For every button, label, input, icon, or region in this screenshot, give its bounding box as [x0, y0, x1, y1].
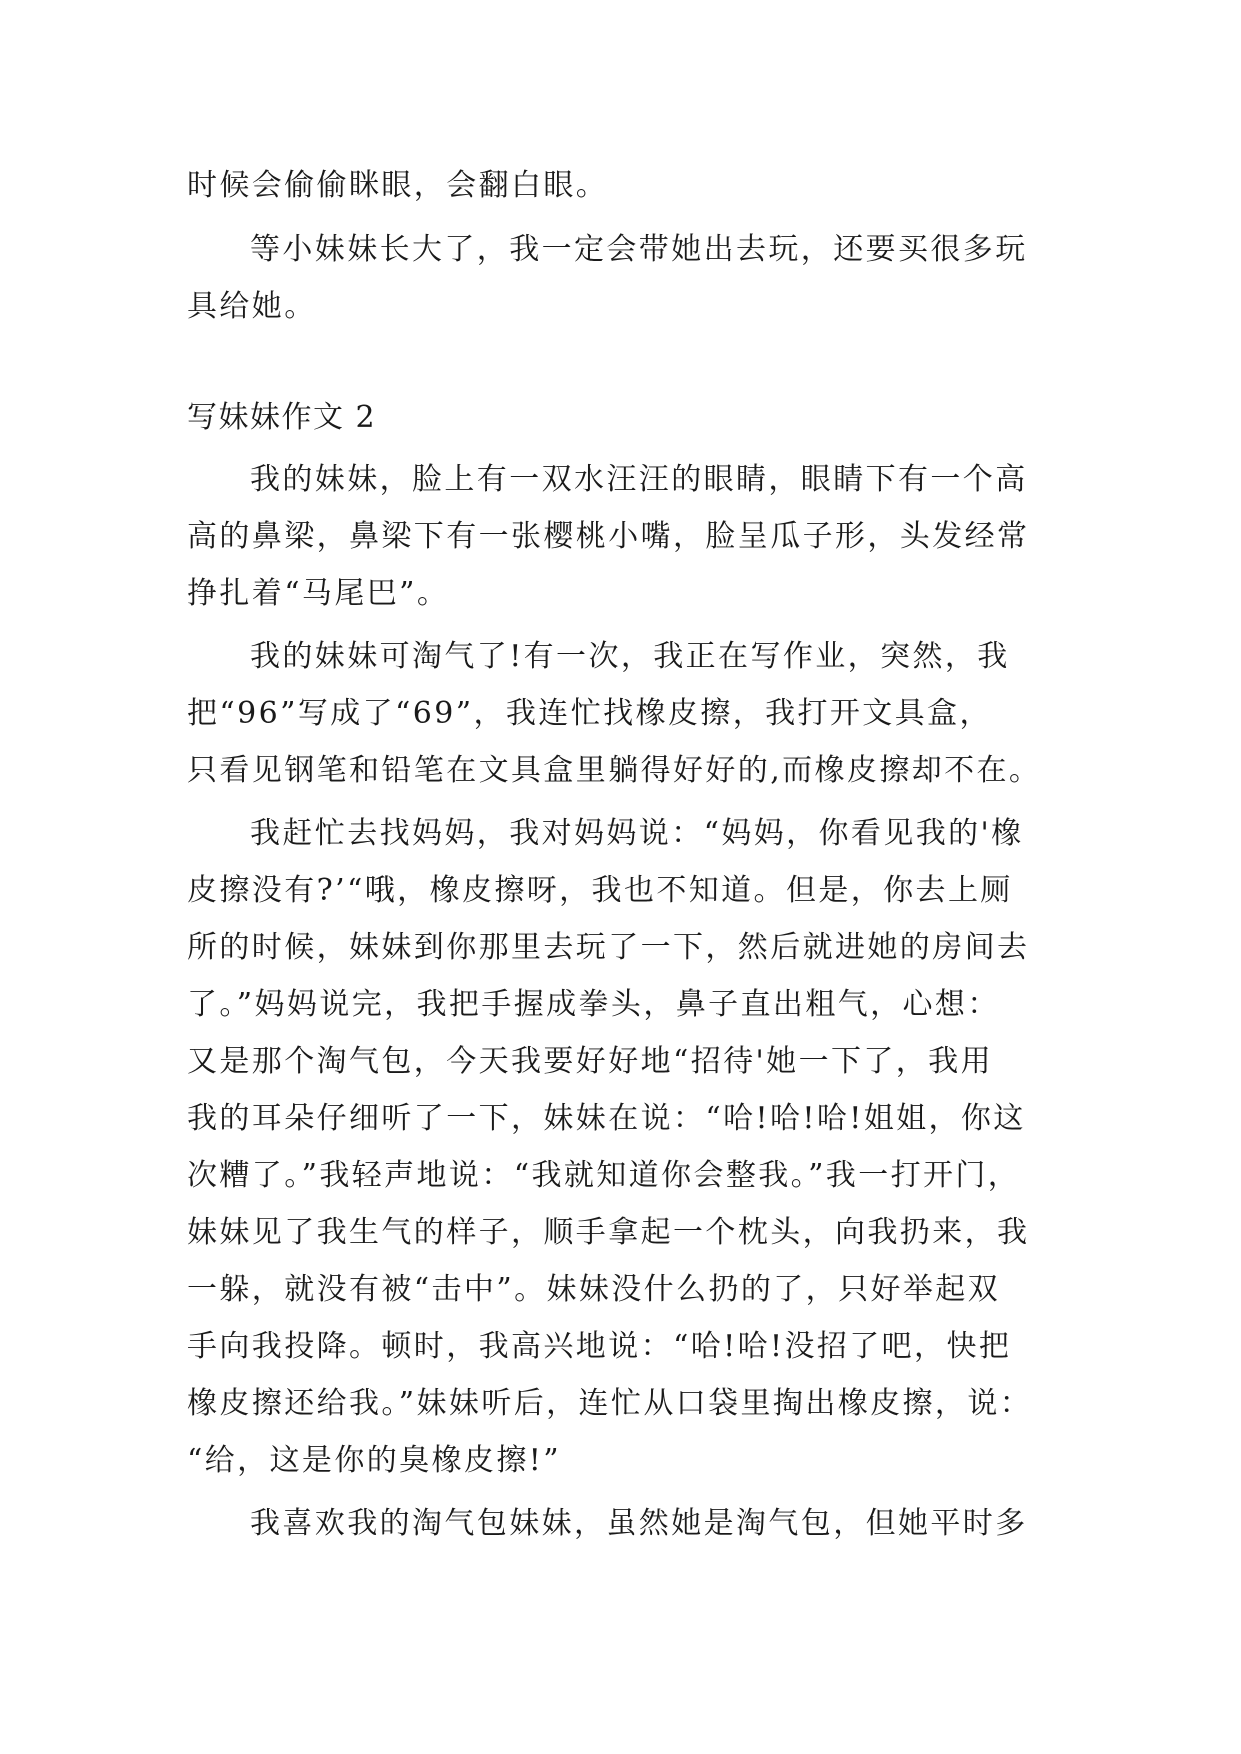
text-line: 手向我投降。顿时，我高兴地说：“哈!哈!没招了吧，快把	[187, 1329, 1012, 1364]
text-line: 一躲，就没有被“击中”。妹妹没什么扔的了，只好举起双	[187, 1272, 1001, 1307]
section-heading: 写妹妹作文 2	[187, 400, 377, 435]
text-line: 了。”妈妈说完，我把手握成拳头，鼻子直出粗气，心想：	[187, 987, 1000, 1022]
text-line: 橡皮擦还给我。”妹妹听后，连忙从口袋里掏出橡皮擦，说：	[187, 1386, 1033, 1421]
paragraph-first-line: 等小妹妹长大了，我一定会带她出去玩，还要买很多玩	[250, 232, 1028, 267]
text-line: 时候会偷偷眯眼，会翻白眼。	[187, 168, 609, 203]
text-line: “给，这是你的臭橡皮擦!”	[187, 1443, 561, 1478]
text-line: 具给她。	[187, 289, 317, 324]
text-line: 次糟了。”我轻声地说：“我就知道你会整我。”我一打开门，	[187, 1158, 1021, 1193]
text-line: 我的耳朵仔细听了一下，妹妹在说：“哈!哈!哈!姐姐，你这	[187, 1101, 1026, 1136]
text-line: 高的鼻梁，鼻梁下有一张樱桃小嘴，脸呈瓜子形，头发经常	[187, 519, 1030, 554]
text-line: 妹妹见了我生气的样子，顺手拿起一个枕头，向我扔来，我	[187, 1215, 1030, 1250]
text-line: 所的时候，妹妹到你那里去玩了一下，然后就进她的房间去	[187, 930, 1030, 965]
text-line: 又是那个淘气包，今天我要好好地“招待'她一下了，我用	[187, 1044, 993, 1079]
text-line: 皮擦没有?’“哦，橡皮擦呀，我也不知道。但是，你去上厕	[187, 873, 1013, 908]
paragraph-first-line: 我喜欢我的淘气包妹妹，虽然她是淘气包，但她平时多	[250, 1506, 1028, 1541]
text-line: 挣扎着“马尾巴”。	[187, 576, 450, 611]
text-line: 只看见钢笔和铅笔在文具盒里躺得好好的,而橡皮擦却不在。	[187, 753, 1042, 788]
paragraph-first-line: 我的妹妹可淘气了!有一次，我正在写作业，突然，我	[250, 639, 1010, 674]
paragraph-first-line: 我赶忙去找妈妈，我对妈妈说：“妈妈，你看见我的'橡	[250, 816, 1024, 851]
text-line: 把“96”写成了“69”，我连忙找橡皮擦，我打开文具盒，	[187, 696, 992, 731]
paragraph-first-line: 我的妹妹，脸上有一双水汪汪的眼睛，眼睛下有一个高	[250, 462, 1028, 497]
